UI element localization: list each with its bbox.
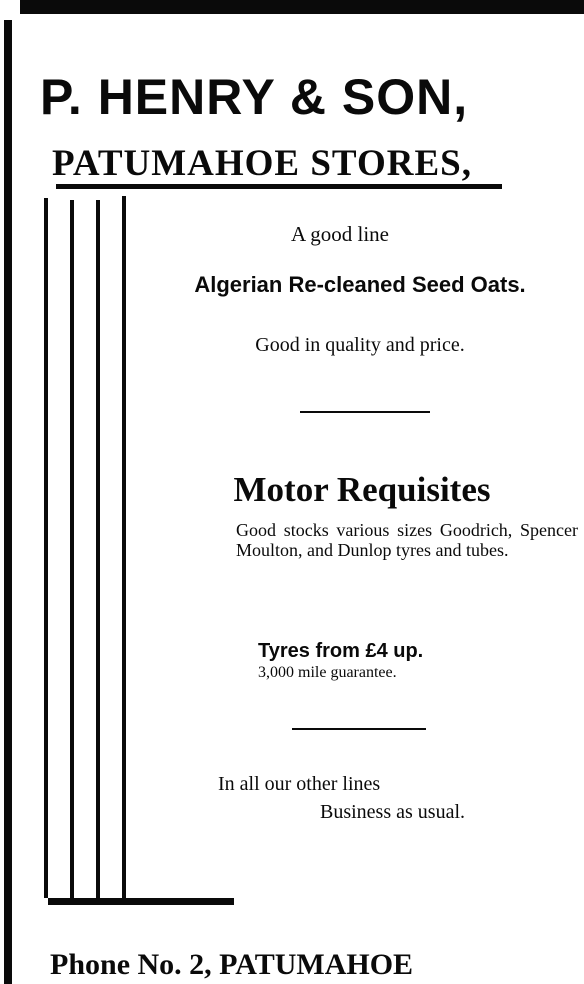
closing-line-2: Business as usual. — [320, 801, 465, 823]
vertical-rule-2 — [70, 200, 74, 898]
left-border-rule — [4, 20, 12, 984]
motor-stocks: Good stocks various sizes Goodrich, Spencer Moulton, and Dunlop tyres and tubes. — [236, 520, 578, 560]
closing-line-1: In all our other lines — [218, 773, 381, 795]
vertical-rule-3 — [96, 200, 100, 898]
top-border-rule — [20, 0, 584, 14]
oats-product: Algerian Re-cleaned Seed Oats. — [194, 272, 526, 297]
vertical-rule-1 — [44, 198, 48, 898]
tyres-guarantee: 3,000 mile guarantee. — [258, 664, 397, 681]
motor-heading: Motor Requisites — [233, 470, 491, 509]
oats-quality: Good in quality and price. — [255, 334, 465, 356]
bottom-rule — [48, 898, 234, 905]
section-divider-2 — [292, 728, 426, 730]
vertical-rule-4 — [122, 196, 126, 898]
phone-line: Phone No. 2, PATUMAHOE — [50, 948, 414, 981]
store-name: PATUMAHOE STORES, — [52, 143, 472, 184]
oats-intro: A good line — [291, 222, 389, 246]
firm-name: P. HENRY & SON, — [40, 69, 469, 125]
section-divider-1 — [300, 411, 430, 413]
tyres-price: Tyres from £4 up. — [258, 640, 424, 662]
